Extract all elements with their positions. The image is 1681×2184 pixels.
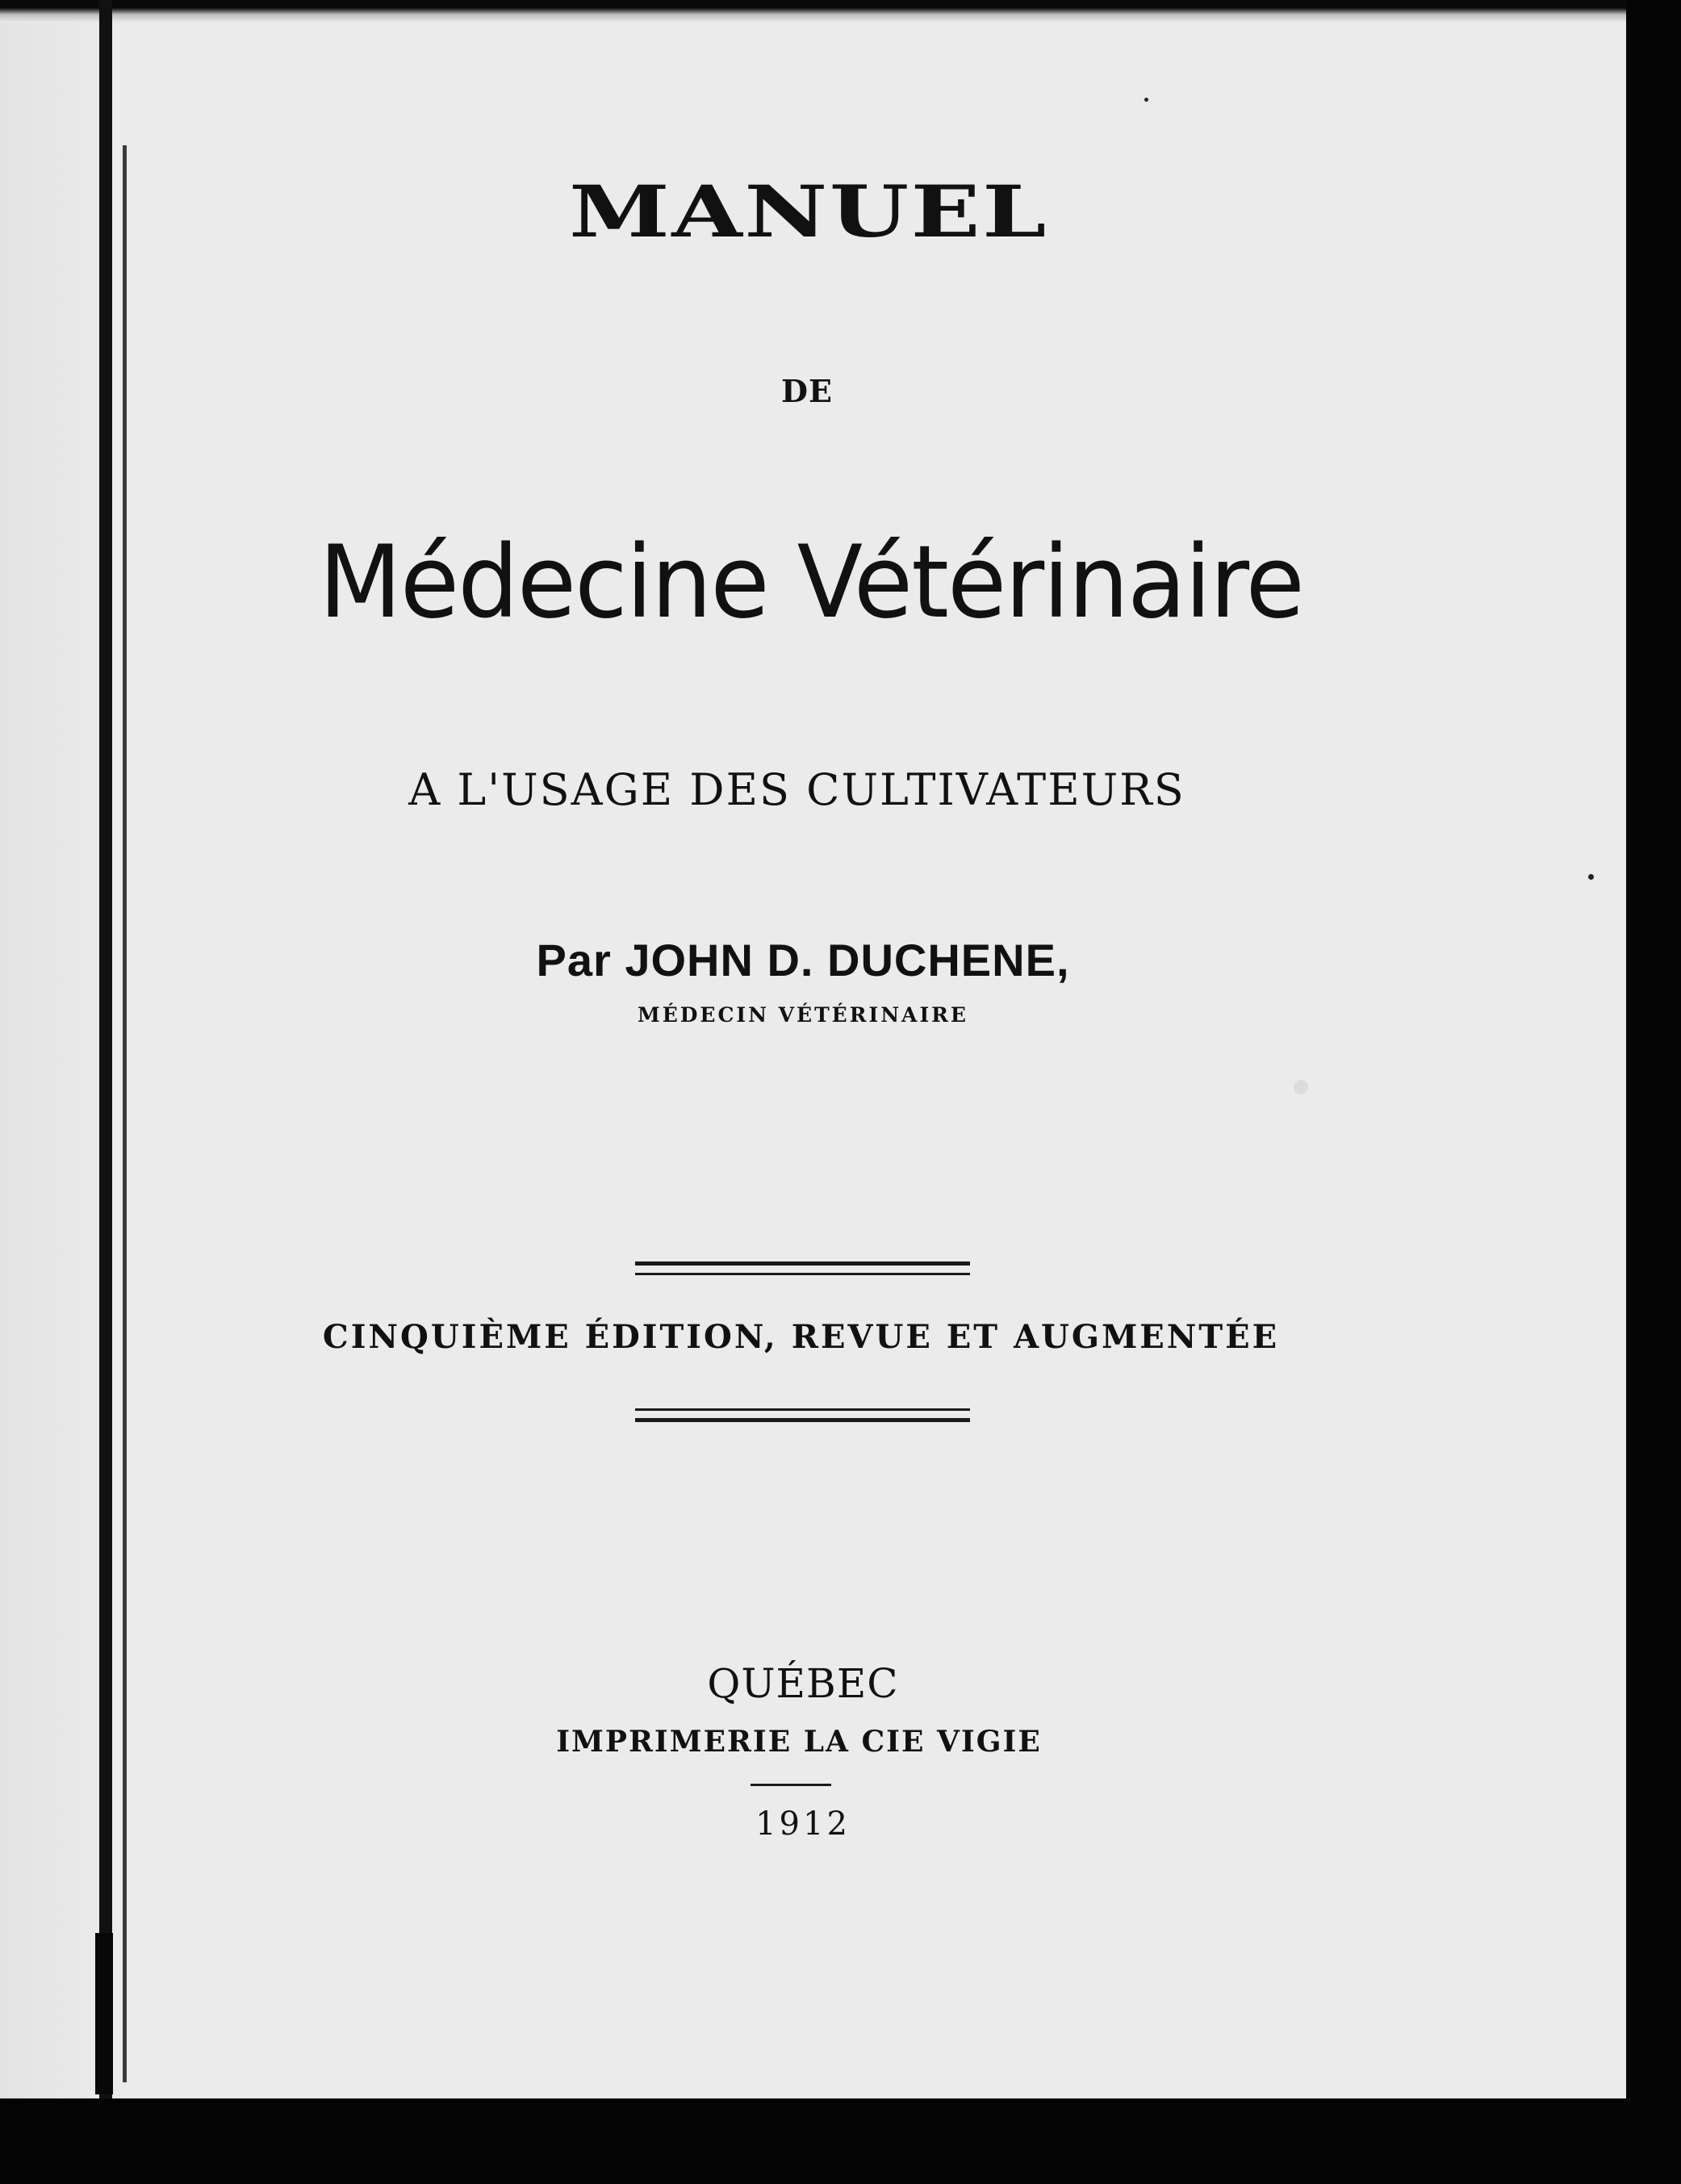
bottom-scan-border: [0, 2098, 1626, 2184]
paper-speck: [1588, 874, 1594, 880]
imprint-printer: IMPRIMERIE LA CIE VIGIE: [556, 1725, 1042, 1759]
subtitle: A L'USAGE DES CULTIVATEURS: [408, 764, 1185, 815]
left-margin-shade: [0, 0, 99, 2098]
right-scan-border: [1626, 0, 1681, 2184]
paper-speck: [1294, 1080, 1308, 1094]
imprint-year: 1912: [755, 1805, 851, 1843]
heading-manuel: MANUEL: [569, 169, 1048, 253]
double-rule-top-1: [635, 1261, 970, 1266]
binding-gutter-shadow: [123, 145, 127, 2082]
top-scan-edge: [0, 0, 1626, 23]
paper-speck: [1144, 98, 1148, 102]
binding-gutter-line: [99, 0, 112, 2098]
imprint-short-rule: [751, 1784, 831, 1786]
author-name: Par JOHN D. DUCHENE,: [536, 935, 1070, 985]
binding-gutter-mark: [95, 1933, 113, 2094]
double-rule-top-2: [635, 1273, 970, 1275]
double-rule-bottom-2: [635, 1418, 970, 1422]
double-rule-bottom-1: [635, 1408, 970, 1411]
author-title: MÉDECIN VÉTÉRINAIRE: [638, 1003, 968, 1027]
edition-statement: CINQUIÈME ÉDITION, REVUE ET AUGMENTÉE: [322, 1318, 1280, 1356]
imprint-city: QUÉBEC: [707, 1660, 899, 1707]
heading-connector: DE: [781, 373, 833, 409]
main-title: Médecine Vétérinaire: [319, 525, 1303, 641]
